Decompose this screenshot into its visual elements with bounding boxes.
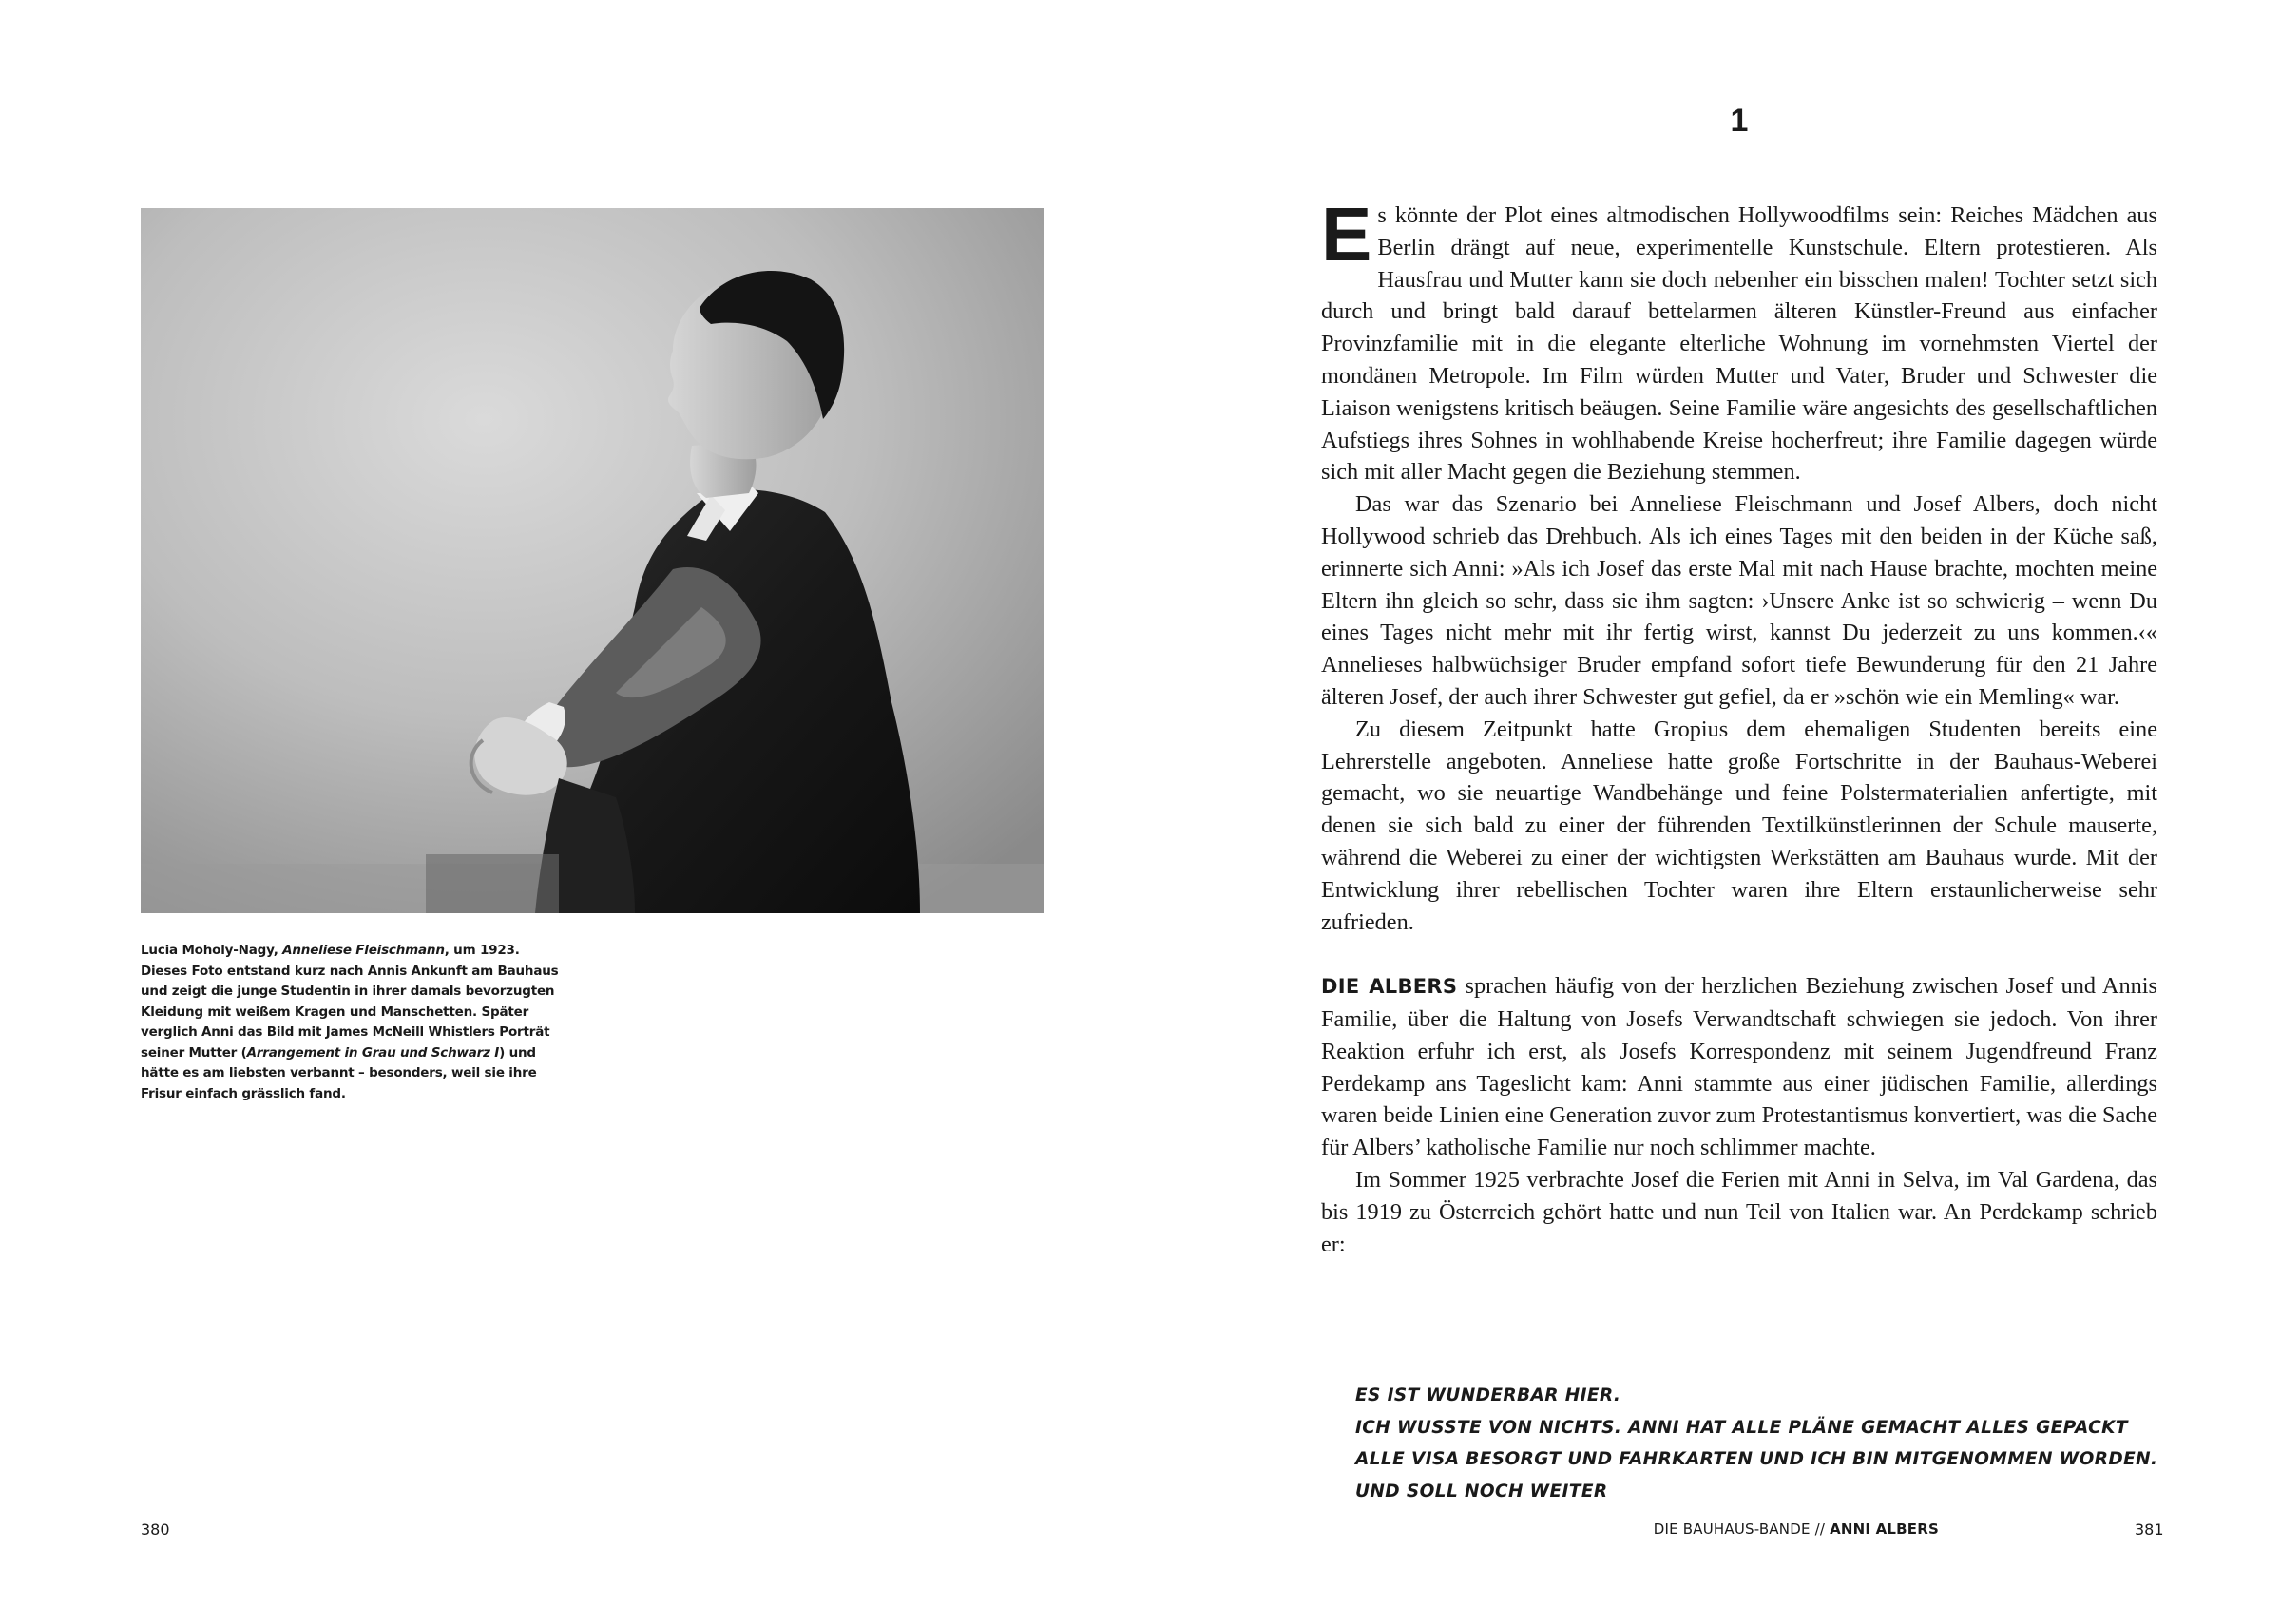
running-head [1540,1520,1939,1538]
drop-cap: E [1321,192,1372,277]
letter-quote [1355,1380,2163,1507]
page-number-left: 380 [141,1520,170,1538]
paragraph-4-text: sprachen häufig von der herzlichen Beziehung zwischen Josef und Annis Familie, über die Haltung von Josefs Verwandtschaft schwiegen sie jedoch. Von ihrer Reaktion erfuhr ich erst, als Josefs Korrespondenz mit seinem Jugendfreund Franz Perdekamp ans Tageslicht kam: Anni stammte aus einer jüdischen Familie, allerdings waren beide Linien eine Generation zuvor zum Protestantismus konvertiert, was die Sache für Albers’ katholische Familie nur noch schlimmer machte. [1321,973,2157,1161]
section-runin-heading: DIE ALBERS [1321,975,1458,999]
caption-artwork-title: Arrangement in Grau und Schwarz I [246,1044,500,1060]
paragraph-2: Das war das Szenario bei Anneliese Fleischmann und Josef Albers, doch nicht Hollywood schrieb das Drehbuch. Als ich eines Tages mit den beiden in der Küche saß, erinnerte sich Anni: »Als ich Josef das erste Mal mit nach Hause brachte, mochten meine Eltern ihn gleich so sehr, dass sie ihm sagten: ›Unsere Anke ist so schwierig – wenn Du eines Tages nicht mehr mit ihr fertig wirst, kannst Du jederzeit zu uns kommen.‹« Annelieses halbwüchsiger Bruder empfand sofort tiefe Bewunderung für den 21 Jahre älteren Josef, der auch ihrer Schwester gut gefiel, da er »schön wie ein Memling« war. [1321,491,2157,710]
caption-credit: Lucia Moholy-Nagy, [141,943,283,958]
caption-ending: ) und hätte es am liebsten verbannt – besonders, weil sie ihre Frisur einfach grässlich fand. [141,1044,537,1101]
paragraph-3: Zu diesem Zeitpunkt hatte Gropius dem ehemaligen Studenten bereits eine Lehrerstelle angeboten. Anneliese hatte große Fortschritte in der Bauhaus-Weberei gemacht, wo sie neuartige Wandbehänge und feine Polstermaterialien anfertigte, mit denen sie sich bald zu einer der führenden Textilkünstlerinnen der Schule mauserte, während die Weberei zu einer der wichtigsten Werkstätten am Bauhaus wurde. Mit der Entwicklung ihrer rebellischen Tochter waren ihre Eltern erstaunlicherweise sehr zufrieden. [1321,716,2157,935]
portrait-photo [141,208,1044,913]
running-head-series: DIE BAUHAUS-BANDE // [1653,1520,1831,1538]
paragraph-5: Im Sommer 1925 verbrachte Josef die Ferien mit Anni in Selva, im Val Gardena, das bis 1919 zu Österreich gehört hatte und nun Teil von Italien war. An Perdekamp schrieb er: [1321,1166,2157,1257]
quote-line-2: ICH WUSSTE VON NICHTS. ANNI HAT ALLE PLÄNE GEMACHT ALLES GEPACKT ALLE VISA BESORGT UND FAHRKARTEN UND ICH BIN MITGENOMMEN WORDEN. UND SOLL NOCH WEITER [1355,1417,2158,1501]
caption-description: , um 1923. Dieses Foto entstand kurz nach Annis Ankunft am Bauhaus und zeigt die junge Studentin in ihrer damals bevorzugten Kleidung mit weißem Kragen und Manschetten. Später verglich Anni das Bild mit James McNeill Whistlers Porträt seiner Mutter ( [141,943,559,1060]
paragraph-1 [1321,192,2157,488]
running-head-chapter: ANNI ALBERS [1830,1520,1939,1538]
body-text [1321,192,2157,1260]
caption-photo-title: Anneliese Fleischmann [282,943,445,958]
chapter-number: 1 [1730,103,1749,139]
paragraph-4 [1321,970,2157,1164]
paragraph-1-text: s könnte der Plot eines altmodischen Hollywoodfilms sein: Reiches Mädchen aus Berlin drängt auf neue, experimentelle Kunstschule. Eltern protestieren. Als Hausfrau und Mutter kann sie doch nebenher ein bisschen malen! Tochter setzt sich durch und bringt bald darauf bettelarmen älteren Künstler-Freund aus einfacher Provinzfamilie mit in die elegante elterliche Wohnung im vornehmsten Viertel der mondänen Metropole. Im Film würden Mutter und Vater, Bruder und Schwester die Liaison wenigstens kritisch beäugen. Seine Familie wäre angesichts des gesellschaftlichen Aufstiegs ihres Sohnes in wohlhabende Kreise hocherfreut; ihre Familie dagegen würde sich mit aller Macht gegen die Beziehung stemmen. [1321,202,2157,486]
quote-line-1: ES IST WUNDERBAR HIER. [1355,1385,1621,1405]
page-number-right: 381 [2135,1520,2164,1538]
portrait-illustration [141,208,1044,913]
photo-caption [141,941,559,1104]
